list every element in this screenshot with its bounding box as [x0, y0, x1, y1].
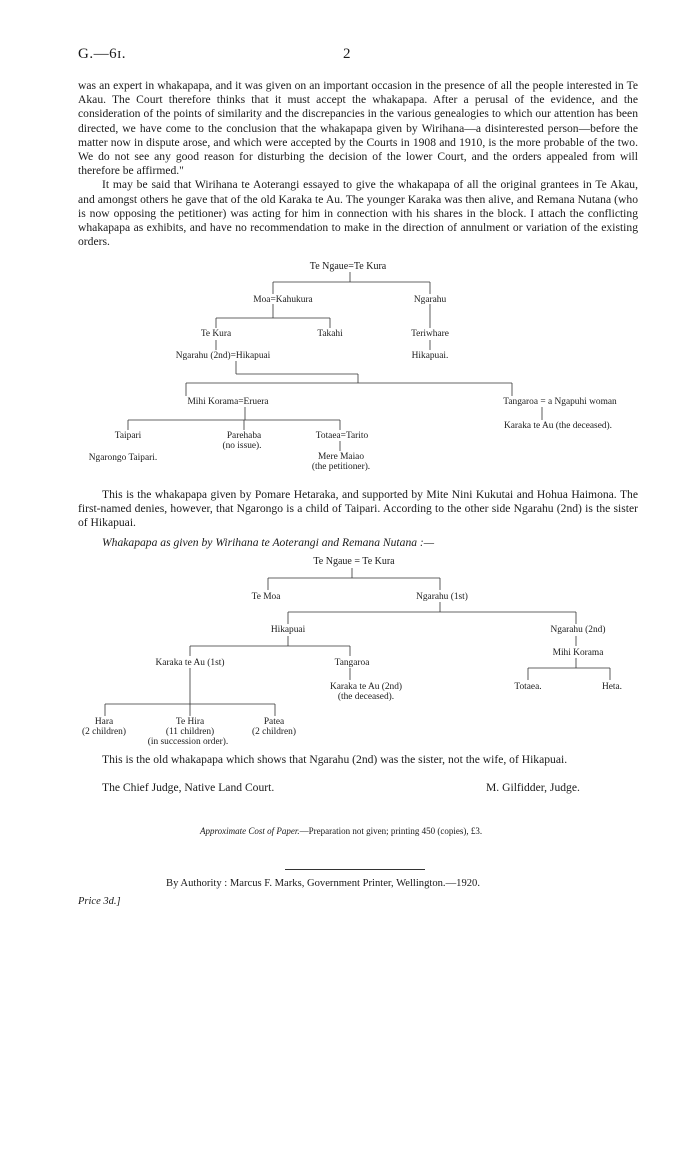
paragraph-text: was an expert in whakapapa, and it was given on an important occasion in the presence of all the people interested in Te Akau. The Court therefore thinks that it must accept the whakapapa. After a perusal of the evidence, and the consideration of the points of similarity and the discrepancies in the various genealogies to which our attention has been directed, we have come to the conclusion that the whakapapa given by Wirihana—a disinterested person—before the matter now in dispute arose, and which were accepted by the Courts in 1908 and 1910, is the more probable of the two. We do not see any good reason for disturbing the decision of the lower Court, and the orders appealed from will therefore be affirmed."	[78, 79, 638, 178]
tree1-tangaroa: Tangaroa = a Ngapuhi woman	[503, 397, 617, 407]
paragraph-text: This is the old whakapapa which shows that Ngarahu (2nd) was the sister, not the wife, of Hikapuai.	[102, 753, 568, 766]
tree1-mihi-korama-couple: Mihi Korama=Eruera	[187, 397, 269, 407]
tree2-te-hira-note-2: (in succession order).	[147, 737, 229, 747]
tree1-mere-note: (the petitioner).	[311, 462, 371, 472]
tree1-karaka-te-au: Karaka te Au (the deceased).	[503, 421, 613, 431]
body-paragraph-5	[78, 753, 638, 767]
tree2-heta: Heta.	[601, 682, 623, 692]
tree2-root-couple: Te Ngaue = Te Kura	[313, 556, 395, 567]
body-paragraph-3	[78, 488, 638, 531]
tree1-ngarahu-2nd-couple: Ngarahu (2nd)=Hikapuai	[175, 351, 271, 361]
judge-signature: M. Gilfidder, Judge.	[486, 781, 580, 794]
tree2-mihi-korama: Mihi Korama	[552, 648, 604, 658]
paragraph-text: It may be said that Wirihana te Aoterangi essayed to give the whakapapa of all the original grantees in Te Akau, and amongst others he gave that of the old Karaka te Au. The younger Karaka was then alive, and Remana Nutana (who is now opposing the petitioner) was acting for him in connection with his shares in the block. I attach the conflicting whakapapa as exhibits, and have no recommendation to make in the direction of annulment or variation of the existing orders.	[78, 178, 638, 249]
tree2-hara: Hara	[94, 717, 114, 727]
tree1-taipari: Taipari	[114, 431, 142, 441]
tree2-patea: Patea	[263, 717, 285, 727]
body-paragraph-4	[78, 536, 638, 550]
tree1-parehaba-note: (no issue).	[222, 441, 262, 451]
tree1-takahi: Takahi	[317, 329, 343, 339]
tree1-te-kura: Te Kura	[200, 329, 232, 339]
tree1-hikapuai: Hikapuai.	[411, 351, 449, 361]
tree2-te-moa: Te Moa	[251, 592, 281, 602]
page-number: 2	[343, 46, 351, 62]
tree2-te-hira: Te Hira	[175, 717, 205, 727]
paragraph-text: This is the whakapapa given by Pomare Hetaraka, and supported by Mite Nini Kukutai and Hohua Haimona. The first-named denies, however, that Ngarongo is a child of Taipari. According to the other side Ngarahu (2nd) is the sister of Hikapuai.	[78, 488, 638, 530]
tree1-ngarahu: Ngarahu	[413, 295, 447, 305]
cost-label: Approximate Cost of Paper.	[200, 826, 300, 836]
tree2-ngarahu-2nd: Ngarahu (2nd)	[550, 625, 606, 635]
footer-rule	[285, 869, 425, 870]
tree2-hikapuai: Hikapuai	[270, 625, 306, 635]
tree2-totaea: Totaea.	[514, 682, 542, 692]
tree2-karaka-2nd-note: (the deceased).	[337, 692, 395, 702]
tree2-karaka-2nd: Karaka te Au (2nd)	[329, 682, 403, 692]
tree2-patea-note: (2 children)	[252, 727, 296, 737]
cost-text: —Preparation not given; printing 450 (copies), £3.	[299, 826, 483, 836]
tree1-parehaba: Parehaba	[226, 431, 262, 441]
paragraph-text: Whakapapa as given by Wirihana te Aoterangi and Remana Nutana :—	[102, 536, 435, 549]
tree1-ngarongo: Ngarongo Taipari.	[88, 453, 158, 463]
tree1-root-couple: Te Ngaue=Te Kura	[309, 261, 387, 272]
tree1-teriwhare: Teriwhare	[411, 329, 449, 339]
authority-line: By Authority : Marcus F. Marks, Government Printer, Wellington.—1920.	[166, 878, 480, 889]
addressee: The Chief Judge, Native Land Court.	[102, 781, 275, 794]
tree2-te-hira-note: (11 children)	[165, 727, 215, 737]
tree1-mere-maiao: Mere Maiao	[317, 452, 365, 462]
document-reference: G.—6ɪ.	[78, 46, 126, 62]
tree1-moa-couple: Moa=Kahukura	[253, 295, 313, 305]
tree1-totaea-couple: Totaea=Tarito	[315, 431, 369, 441]
price-note: Price 3d.]	[78, 896, 121, 907]
tree2-karaka-1st: Karaka te Au (1st)	[155, 658, 225, 668]
cost-of-paper-note	[200, 826, 482, 836]
tree2-ngarahu-1st: Ngarahu (1st)	[416, 592, 468, 602]
tree2-hara-note: (2 children)	[82, 727, 126, 737]
tree2-tangaroa: Tangaroa	[334, 658, 370, 668]
